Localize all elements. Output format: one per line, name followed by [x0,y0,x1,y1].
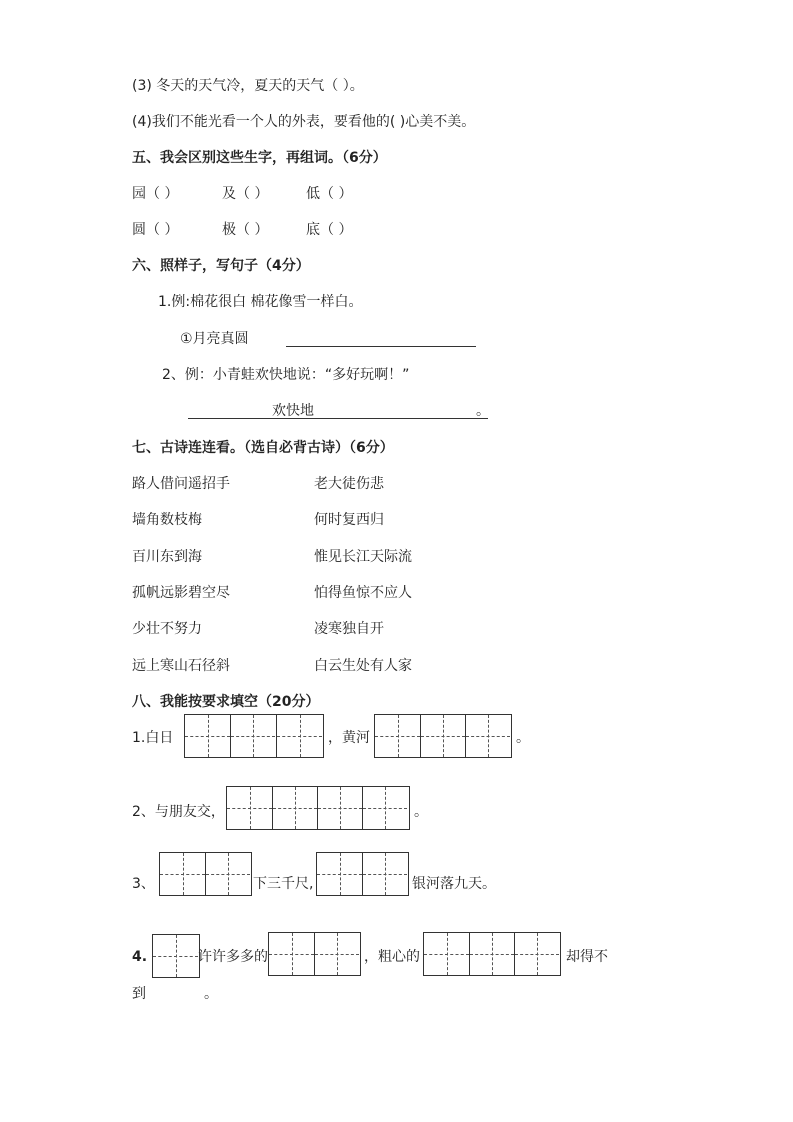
grid-cell[interactable] [317,787,362,829]
q3-text-a: 3、 [132,876,155,892]
q4-text-b: ，粗心的 [364,949,420,965]
sec5-row1-item3: 低（ ） [306,186,353,202]
poem-right-1[interactable]: 老大徒伤悲 [314,476,384,492]
writing-grid-q1-b[interactable] [276,714,324,758]
grid-cell[interactable] [362,853,407,895]
section-8-title: 八、我能按要求填空（20分） [132,694,320,710]
grid-cell[interactable] [272,787,317,829]
grid-cell[interactable] [469,933,514,975]
q2-text-a: 2、与朋友交， [132,804,225,820]
grid-cell[interactable] [362,787,407,829]
sec6-task-1: ①月亮真圆 [180,331,249,347]
poem-left-5[interactable]: 少壮不努力 [132,621,202,637]
q1-text-a: 1.白日 [132,730,174,746]
writing-grid-q4-b[interactable] [268,932,361,976]
q3-text-b: 下三千尺, [253,876,314,892]
poem-left-6[interactable]: 远上寒山石径斜 [132,658,230,674]
grid-cell[interactable] [160,853,205,895]
poem-left-2[interactable]: 墙角数枝梅 [132,512,202,528]
q1-text-b: ，黄河 [328,730,370,746]
grid-cell[interactable] [230,715,275,757]
sec5-row1-item1: 园（ ） [132,186,179,202]
section-5-title: 五、我会区别这些生字，再组词。（6分） [132,150,387,166]
question-4-line: (4)我们不能光看一个人的外表，要看他的( )心美不美。 [132,114,476,130]
q4-text-e: 。 [204,986,218,1002]
poem-left-1[interactable]: 路人借问遥招手 [132,476,230,492]
writing-grid-q1-c[interactable] [374,714,512,758]
answer-line-2[interactable] [188,418,488,419]
writing-grid-q2[interactable] [226,786,410,830]
poem-right-4[interactable]: 怕得鱼惊不应人 [314,585,412,601]
poem-left-4[interactable]: 孤帆远影碧空尽 [132,585,230,601]
sec6-example-1: 1.例:棉花很白 棉花像雪一样白。 [158,294,363,310]
grid-cell[interactable] [420,715,465,757]
poem-right-5[interactable]: 凌寒独自开 [314,621,384,637]
grid-cell[interactable] [375,715,420,757]
section-7-title: 七、古诗连连看。（选自必背古诗）（6分） [132,440,394,456]
sec5-row2-item2: 极（ ） [222,222,269,238]
writing-grid-q3-a[interactable] [159,852,252,896]
grid-cell[interactable] [424,933,469,975]
q3-text-c: 银河落九天。 [412,876,496,892]
grid-cell[interactable] [314,933,359,975]
question-3-line: (3) 冬天的天气冷，夏天的天气（ ）。 [132,78,364,94]
answer-line-1[interactable] [286,346,476,347]
poem-right-3[interactable]: 惟见长江天际流 [314,549,412,565]
grid-cell[interactable] [465,715,510,757]
q4-number: 4. [132,949,148,965]
q4-text-a: 许许多多的 [198,949,268,965]
sec6-task-2-word: 欢快地 [272,403,314,419]
poem-right-6[interactable]: 白云生处有人家 [314,658,412,674]
writing-grid-q4-a[interactable] [152,934,200,978]
sec5-row2-item1: 圆（ ） [132,222,179,238]
grid-cell[interactable] [514,933,559,975]
sec6-task-2-end: 。 [476,403,490,419]
q1-text-c: 。 [516,730,530,746]
q4-text-c: 却得不 [566,949,608,965]
grid-cell[interactable] [317,853,362,895]
grid-cell[interactable] [205,853,250,895]
grid-cell[interactable] [153,935,198,977]
writing-grid-q3-b[interactable] [316,852,409,896]
grid-cell[interactable] [269,933,314,975]
section-6-title: 六、照样子，写句子（4分） [132,258,310,274]
writing-grid-q4-c[interactable] [423,932,561,976]
sec5-row2-item3: 底（ ） [306,222,353,238]
poem-left-3[interactable]: 百川东到海 [132,549,202,565]
grid-cell[interactable] [277,715,322,757]
sec5-row1-item2: 及（ ） [222,186,269,202]
q2-text-b: 。 [414,804,428,820]
writing-grid-q1-a[interactable] [184,714,277,758]
sec6-example-2: 2、例：小青蛙欢快地说：“多好玩啊！” [162,367,410,383]
q4-text-d: 到 [132,986,146,1002]
grid-cell[interactable] [185,715,230,757]
grid-cell[interactable] [227,787,272,829]
poem-right-2[interactable]: 何时复西归 [314,512,384,528]
